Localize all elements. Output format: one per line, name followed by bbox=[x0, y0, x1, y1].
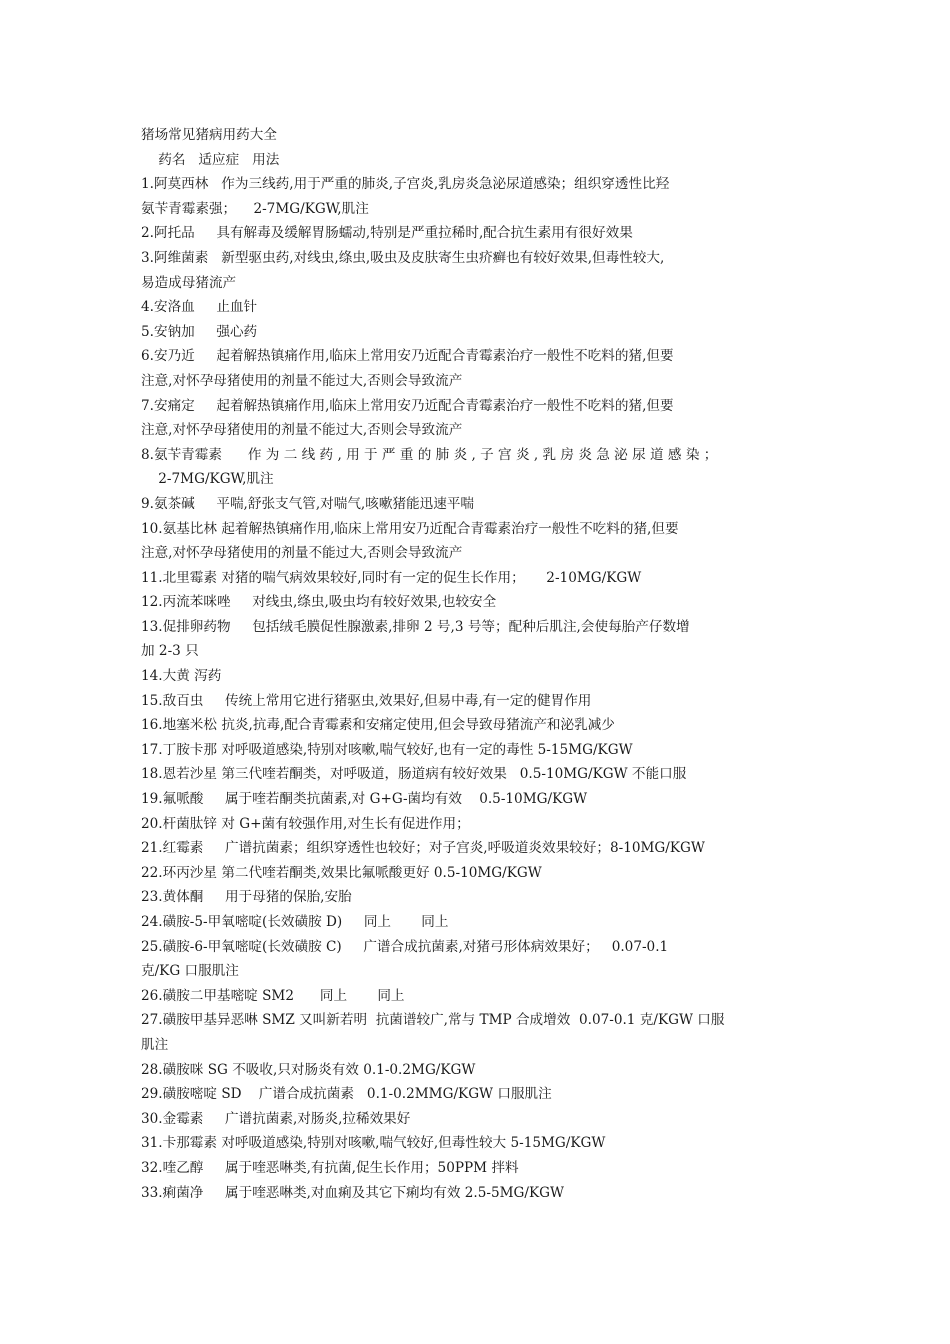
list-line: 26.磺胺二甲基嘧啶 SM2 同上 同上 bbox=[141, 987, 405, 1004]
list-line: 20.杆菌肽锌 对 G+菌有较强作用,对生长有促进作用； bbox=[141, 815, 470, 832]
drug-list bbox=[141, 172, 813, 1205]
list-line: 19.氟哌酸 属于喹若酮类抗菌素,对 G+G-菌均有效 0.5-10MG/KGW bbox=[141, 791, 588, 808]
list-line: 25.磺胺-6-甲氧嘧啶(长效磺胺 C) 广谱合成抗菌素,对猪弓形体病效果好； 0.07-0.1 bbox=[141, 938, 669, 955]
list-line: 22.环丙沙星 第二代喹若酮类,效果比氟哌酸更好 0.5-10MG/KGW bbox=[141, 864, 542, 881]
list-line: 17.丁胺卡那 对呼吸道感染,特别对咳嗽,喘气较好,也有一定的毒性 5-15MG/KGW bbox=[141, 741, 633, 758]
list-line: 24.磺胺-5-甲氧嘧啶(长效磺胺 D) 同上 同上 bbox=[141, 914, 449, 930]
list-line: 2.阿托品 具有解毒及缓解胃肠蠕动,特别是严重拉稀时,配合抗生素用有很好效果 bbox=[141, 225, 633, 242]
list-line: 注意,对怀孕母猪使用的剂量不能过大,否则会导致流产 bbox=[141, 372, 463, 389]
list-line: 30.金霉素 广谱抗菌素,对肠炎,拉稀效果好 bbox=[141, 1110, 411, 1127]
list-line: 克/KG 口服肌注 bbox=[141, 963, 239, 980]
list-line: 1.阿莫西林 作为三线药,用于严重的肺炎,子宫炎,乳房炎急泌尿道感染；组织穿透性比羟 bbox=[141, 176, 670, 193]
list-line: 31.卡那霉素 对呼吸道感染,特别对咳嗽,喘气较好,但毒性较大 5-15MG/KGW bbox=[141, 1135, 606, 1152]
list-line: 注意,对怀孕母猪使用的剂量不能过大,否则会导致流产 bbox=[141, 545, 463, 562]
list-line: 6.安乃近 起着解热镇痛作用,临床上常用安乃近配合青霉素治疗一般性不吃料的猪,但要 bbox=[141, 348, 674, 365]
list-line: 3.阿维菌素 新型驱虫药,对线虫,绦虫,吸虫及皮肤寄生虫疥癣也有较好效果,但毒性较大, bbox=[141, 249, 665, 266]
list-line: 16.地塞米松 抗炎,抗毒,配合青霉素和安痛定使用,但会导致母猪流产和泌乳减少 bbox=[141, 717, 615, 734]
list-line: 27.磺胺甲基异恶啉 SMZ 又叫新若明 抗菌谱较广,常与 TMP 合成增效 0.07-0.1 克/KGW 口服 bbox=[141, 1012, 725, 1029]
list-line: 32.喹乙醇 属于喹恶啉类,有抗菌,促生长作用；50PPM 拌料 bbox=[141, 1159, 519, 1176]
list-line: 14.大黄 泻药 bbox=[141, 668, 222, 685]
column-header-row: 药名 适应症 用法 bbox=[141, 151, 280, 168]
list-line: 易造成母猪流产 bbox=[141, 274, 237, 291]
list-line: 注意,对怀孕母猪使用的剂量不能过大,否则会导致流产 bbox=[141, 422, 463, 439]
list-line: 12.丙流苯咪唑 对线虫,绦虫,吸虫均有较好效果,也较安全 bbox=[141, 594, 497, 611]
list-line: 9.氨茶碱 平喘,舒张支气管,对喘气,咳嗽猪能迅速平喘 bbox=[141, 495, 475, 512]
list-line: 33.痢菌净 属于喹恶啉类,对血痢及其它下痢均有效 2.5-5MG/KGW bbox=[141, 1184, 564, 1201]
document-page bbox=[141, 123, 813, 1205]
document-title: 猪场常见猪病用药大全 bbox=[141, 127, 277, 143]
list-line: 13.促排卵药物 包括绒毛膜促性腺激素,排卵 2 号,3 号等；配种后肌注,会使每胎产仔数增 bbox=[141, 618, 690, 635]
list-line: 肌注 bbox=[141, 1036, 169, 1053]
list-line: 4.安洛血 止血针 bbox=[141, 299, 258, 316]
list-line: 10.氨基比林 起着解热镇痛作用,临床上常用安乃近配合青霉素治疗一般性不吃料的猪,但要 bbox=[141, 520, 679, 537]
list-line: 21.红霉素 广谱抗菌素；组织穿透性也较好；对子宫炎,呼吸道炎效果较好；8-10MG/KGW bbox=[141, 840, 705, 857]
list-line: 2-7MG/KGW,肌注 bbox=[141, 471, 274, 488]
list-line: 11.北里霉素 对猪的喘气病效果较好,同时有一定的促生长作用； 2-10MG/KGW bbox=[141, 569, 642, 586]
list-line: 8.氨苄青霉素 作 为 二 线 药 , 用 于 严 重 的 肺 炎 , 子 宫 炎 , 乳 房 炎 急 泌 尿 道 感 染 ； bbox=[141, 446, 718, 463]
list-line: 29.磺胺嘧啶 SD 广谱合成抗菌素 0.1-0.2MMG/KGW 口服肌注 bbox=[141, 1086, 552, 1103]
list-line: 5.安钠加 强心药 bbox=[141, 323, 258, 340]
list-line: 加 2-3 只 bbox=[141, 643, 199, 660]
list-line: 氨苄青霉素强； 2-7MG/KGW,肌注 bbox=[141, 200, 369, 217]
list-line: 15.敌百虫 传统上常用它进行猪驱虫,效果好,但易中毒,有一定的健胃作用 bbox=[141, 692, 592, 709]
list-line: 7.安痛定 起着解热镇痛作用,临床上常用安乃近配合青霉素治疗一般性不吃料的猪,但要 bbox=[141, 397, 674, 414]
list-line: 23.黄体酮 用于母猪的保胎,安胎 bbox=[141, 889, 352, 906]
list-line: 28.磺胺咪 SG 不吸收,只对肠炎有效 0.1-0.2MG/KGW bbox=[141, 1061, 476, 1078]
list-line: 18.恩若沙星 第三代喹若酮类，对呼吸道，肠道病有较好效果 0.5-10MG/KGW 不能口服 bbox=[141, 766, 687, 783]
